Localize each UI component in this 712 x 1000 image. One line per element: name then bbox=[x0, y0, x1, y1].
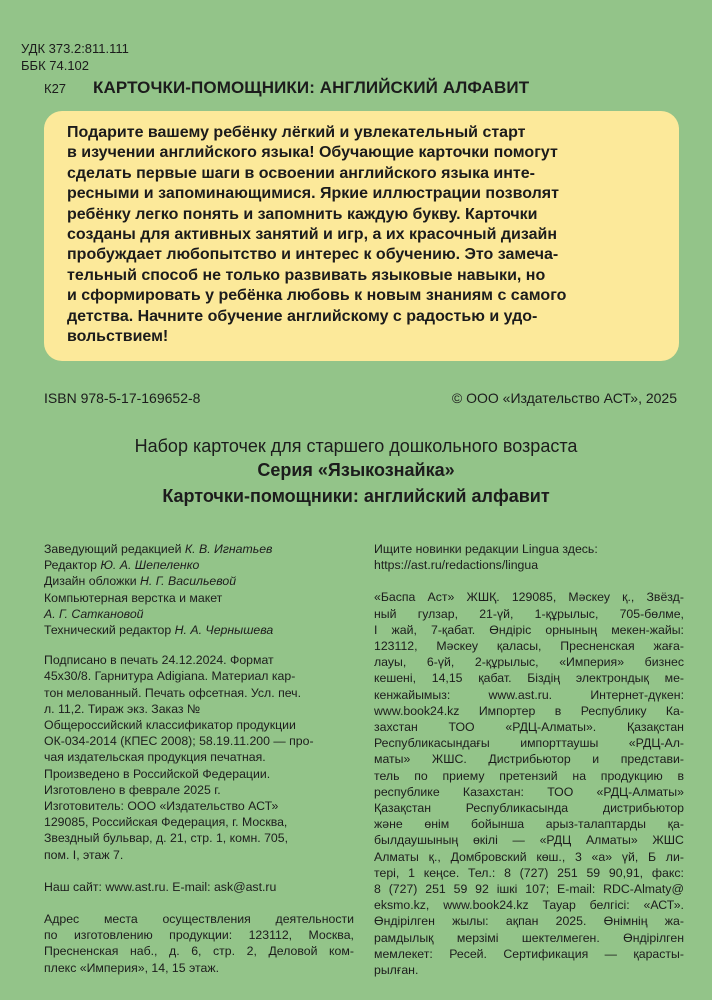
print-info-line: Общероссийский классификатор продукции bbox=[44, 718, 296, 733]
promo-line: Подарите вашему ребёнку лёгкий и увлекательный старт bbox=[67, 124, 526, 141]
credit-editor: Редактор Ю. А. Шепеленко bbox=[44, 558, 200, 573]
promo-text bbox=[67, 123, 663, 347]
site-info: Наш сайт: www.ast.ru. E-mail: ask@ast.ru bbox=[44, 879, 277, 894]
credit-layout-name: А. Г. Саткановой bbox=[44, 606, 144, 621]
credit-cover: Дизайн обложки Н. Г. Васильевой bbox=[44, 574, 237, 589]
lingua-line: Ищите новинки редакции Lingua здесь: bbox=[374, 542, 598, 556]
kazakh-line: тері, 1 кеңсе. Тел.: 8 (727) 251 59 90,91, факс: bbox=[374, 865, 684, 880]
isbn: ISBN 978-5-17-169652-8 bbox=[44, 390, 201, 406]
cards-title: Карточки-помощники: английский алфавит bbox=[162, 486, 550, 506]
kazakh-line: рылған. bbox=[374, 963, 419, 978]
promo-line: вольствием! bbox=[67, 328, 169, 346]
print-info-line: чая издательская продукция печатная. bbox=[44, 750, 266, 765]
print-info-line: Изготовлено в феврале 2025 г. bbox=[44, 782, 221, 797]
kazakh-line: және өнім бойынша арыз-талаптарды қа- bbox=[374, 817, 684, 832]
promo-line: тельный способ не только развивать языковые навыки, но bbox=[67, 266, 546, 284]
kazakh-line: кенжайымыз: www.ast.ru. Интернет-дүкен: bbox=[374, 687, 684, 702]
print-info-line: 129085, Российская Федерация, г. Москва, bbox=[44, 815, 288, 830]
production-address bbox=[44, 911, 354, 976]
page-title: КАРТОЧКИ-ПОМОЩНИКИ: АНГЛИЙСКИЙ АЛФАВИТ bbox=[93, 78, 530, 97]
print-info-line: Подписано в печать 24.12.2024. Формат bbox=[44, 653, 274, 668]
lingua-line: https://ast.ru/redactions/lingua bbox=[374, 558, 539, 573]
kazakh-line: захстан ТОО «РДЦ-Алматы». Қазақстан bbox=[374, 720, 684, 735]
series-title: Серия «Языкознайка» bbox=[257, 460, 455, 480]
print-info-line: 45x30/8. Гарнитура Adigiana. Материал кар- bbox=[44, 669, 296, 684]
promo-line: в изучении английского языка! Обучающие карточки помогут bbox=[67, 144, 558, 162]
print-info-line: ОК-034-2014 (КПЕС 2008); 58.19.11.200 — про- bbox=[44, 734, 314, 749]
promo-line: детства. Начните обучение английскому с радостью и удо- bbox=[67, 307, 538, 325]
kazakh-line: ный гулзар, 21-үй, 1-құрылыс, 705-бөлме, bbox=[374, 606, 684, 621]
promo-line: сделать первые шаги в освоении английского языка инте- bbox=[67, 164, 535, 182]
kazakh-line: тель по приему претензий на продукцию в bbox=[374, 768, 684, 783]
print-info-line: Изготовитель: ООО «Издательство АСТ» bbox=[44, 799, 279, 814]
kazakh-line: былдаушының өкілі — «РДЦ Алматы» ЖШС bbox=[374, 833, 684, 848]
kazakh-line: Өндірілген жылы: ақпан 2025. Өнімнің жа- bbox=[374, 914, 684, 929]
kazakh-line: «Баспа Аст» ЖШҚ. 129085, Мәскеу қ., Звёзд- bbox=[374, 590, 684, 605]
udk-code: УДК 373.2:811.111 bbox=[21, 41, 129, 56]
kazakh-line: рамдылық мерзімі шектелмеген. Өндірілген bbox=[374, 930, 684, 945]
credit-layout: Компьютерная верстка и макет bbox=[44, 590, 223, 605]
address-line: Адрес места осуществления деятельности bbox=[44, 912, 354, 927]
kazakh-line: кешені, 14,15 қабат. Біздің электрондық ме- bbox=[374, 671, 684, 686]
imprint-left-column bbox=[44, 541, 354, 976]
address-line: Пресненская наб., д. 6, стр. 2, Деловой ком- bbox=[44, 944, 354, 959]
print-info-line: Произведено в Российской Федерации. bbox=[44, 766, 271, 781]
promo-line: созданы для активных занятий и игр, а их красочный дизайн bbox=[67, 226, 557, 244]
copyright: © ООО «Издательство АСТ», 2025 bbox=[451, 390, 677, 406]
imprint-right-column bbox=[374, 541, 684, 978]
kazakh-line: 123112, Мәскеу қаласы, Пресненская жаға- bbox=[374, 639, 684, 654]
address-line: по изготовлению продукции: 123112, Москва, bbox=[44, 928, 354, 943]
kazakh-line: I жай, 7-қабат. Өндіріс орнының мекен-жайы: bbox=[374, 622, 684, 637]
kazakh-line: республике Казахстан: ТОО «РДЦ-Алматы» bbox=[374, 784, 684, 799]
print-info-line: л. 11,2. Тираж экз. Заказ № bbox=[44, 701, 201, 716]
print-info-line: пом. I, этаж 7. bbox=[44, 847, 124, 862]
set-title: Набор карточек для старшего дошкольного возраста bbox=[134, 436, 578, 456]
print-info-line: Звездный бульвар, д. 21, стр. 1, комн. 705, bbox=[44, 831, 288, 846]
promo-line: и сформировать у ребёнка любовь к новым знаниям с самого bbox=[67, 287, 567, 305]
bbk-code: ББК 74.102 bbox=[21, 58, 90, 73]
credit-tech-editor: Технический редактор Н. А. Чернышева bbox=[44, 623, 274, 638]
kazakh-line: www.book24.kz Импортер в Республику Ка- bbox=[374, 703, 684, 718]
kazakh-line: eksmo.kz, www.book24.kz Тауар белгісі: «АСТ». bbox=[374, 898, 684, 913]
kazakh-line: Алматы қ., Домбровский көш., 3 «а» үй, Б ли- bbox=[374, 849, 684, 864]
promo-box bbox=[44, 111, 679, 361]
promo-line: пробуждает любопытство и интерес к обучению. Это замеча- bbox=[67, 246, 559, 264]
kazakh-line: лауы, 6-үй, 2-құрылыс, «Империя» бизнес bbox=[374, 655, 684, 670]
kazakh-line: маты» ЖШС. Дистрибьютор и представи- bbox=[374, 752, 684, 767]
author-mark: К27 bbox=[44, 81, 67, 96]
credit-head-editor: Заведующий редакцией К. В. Игнатьев bbox=[44, 542, 273, 556]
kazakh-line: Республикасындағы импорттаушы «РДЦ-Ал- bbox=[374, 736, 684, 751]
promo-line: ребёнку легко понять и запомнить каждую букву. Карточки bbox=[67, 205, 538, 223]
print-info bbox=[44, 652, 354, 863]
kazakh-line: 8 (727) 251 59 92 ішкі 107; E-mail: RDC-Almaty@ bbox=[374, 882, 684, 897]
kazakh-info bbox=[374, 589, 684, 978]
kazakh-line: мемлекет: Ресей. Сертификация — қарасты- bbox=[374, 946, 684, 961]
address-line: плекс «Империя», 14, 15 этаж. bbox=[44, 960, 220, 975]
lingua-info bbox=[374, 541, 684, 573]
promo-line: ресными и запоминающимися. Яркие иллюстрации позволят bbox=[67, 185, 559, 203]
kazakh-line: Қазақстан Республикасында дистрибьютор bbox=[374, 801, 684, 816]
print-info-line: тон мелованный. Печать офсетная. Усл. печ. bbox=[44, 685, 301, 700]
